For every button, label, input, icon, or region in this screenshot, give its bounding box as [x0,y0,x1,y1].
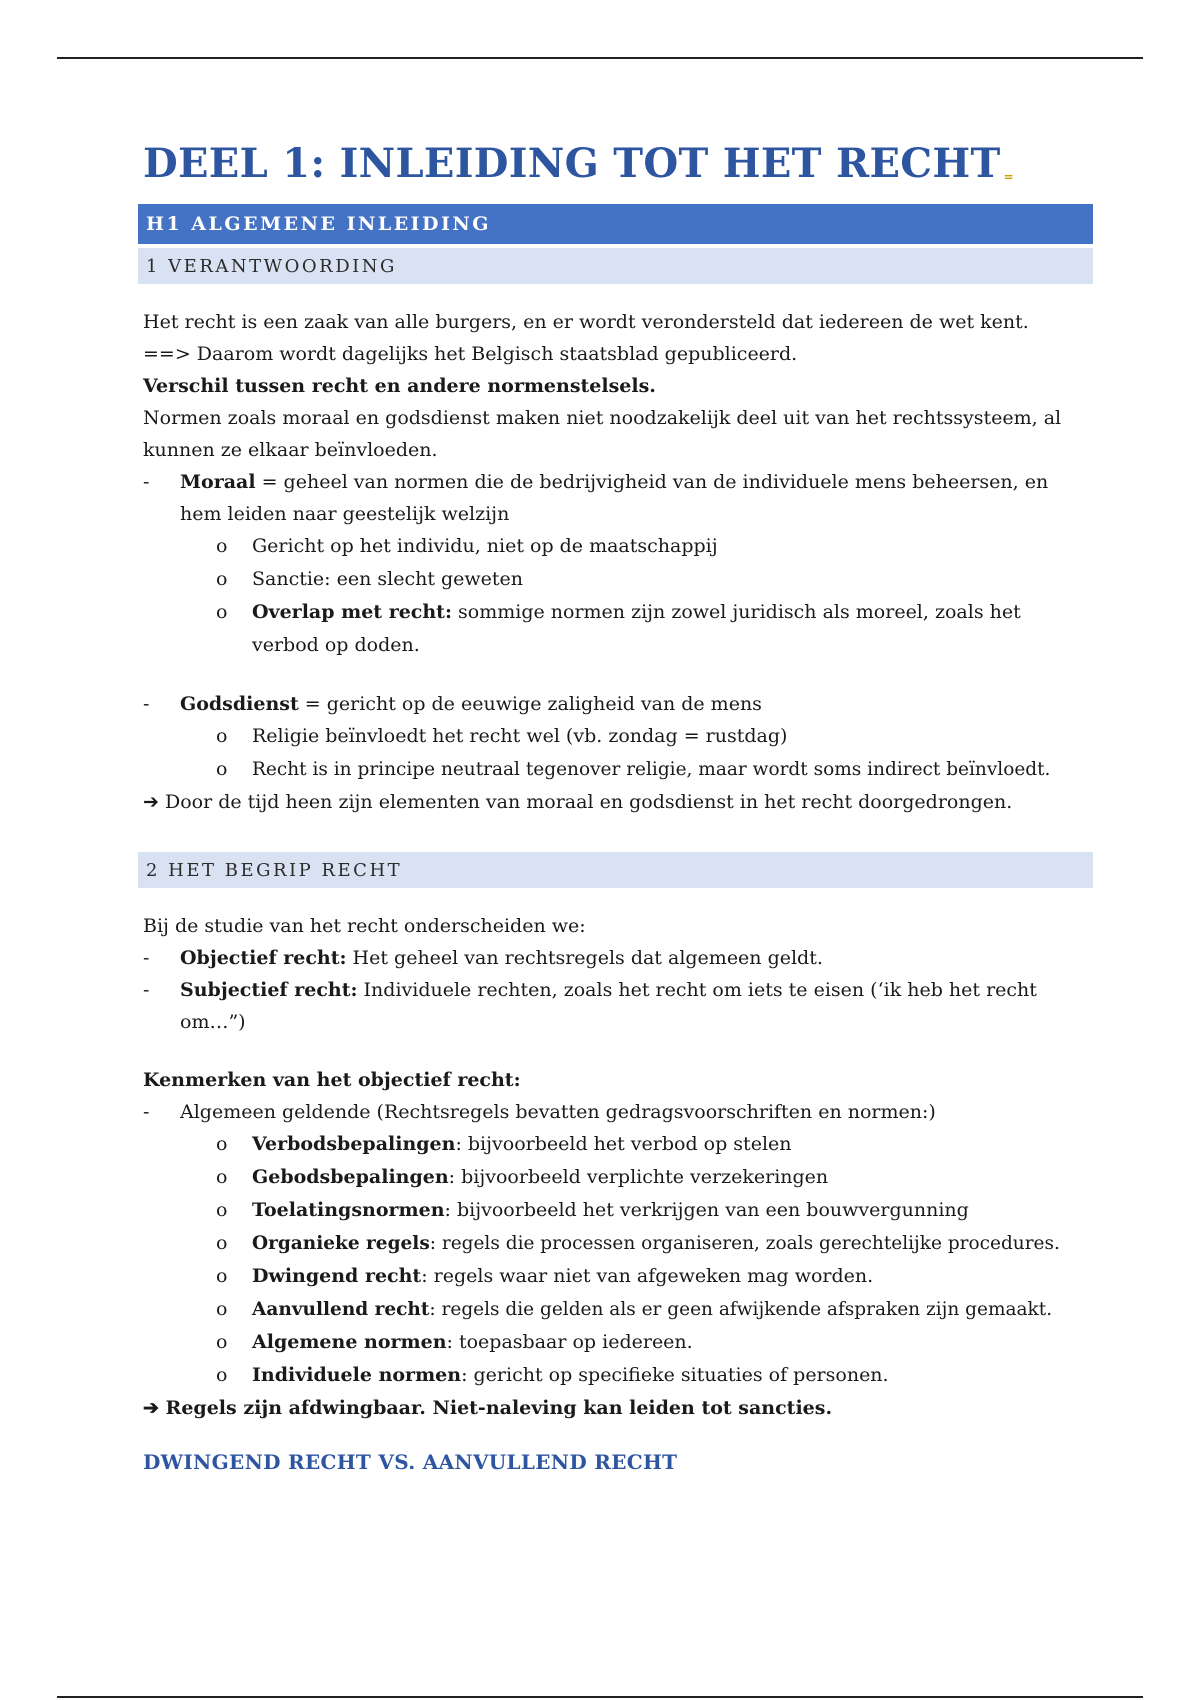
term: Organieke regels [252,1233,430,1254]
sub-list-item: o Dwingend recht: regels waar niet van afgeweken mag worden. [143,1260,1093,1293]
bold-paragraph: Kenmerken van het objectief recht: [143,1069,521,1091]
circle-bullet: o [216,725,228,747]
circle-bullet: o [216,1265,228,1287]
dash-bullet: - [143,979,150,1001]
paragraph: Het recht is een zaak van alle burgers, en er wordt verondersteld dat iedereen de wet kent. [143,311,1029,333]
paragraph: Bij de studie van het recht onderscheiden we: [143,915,586,937]
paragraph: ==> Daarom wordt dagelijks het Belgisch staatsblad gepubliceerd. [143,343,798,365]
circle-bullet: o [216,1298,228,1320]
term: Individuele normen [252,1364,462,1386]
circle-bullet: o [216,1364,228,1386]
term: Dwingend recht [252,1265,422,1287]
heading-1-bar: H1 ALGEMENE INLEIDING [138,204,1093,244]
circle-bullet: o [216,601,228,623]
sub-list-item: o Gebodsbepalingen: bijvoorbeeld verplichte verzekeringen [143,1161,1093,1194]
sub-list-item: o Toelatingsnormen: bijvoorbeeld het verkrijgen van een bouwvergunning [143,1194,1093,1227]
anchor-mark: = [1003,170,1014,184]
list-item-objectief: - Objectief recht: Het geheel van rechtsregels dat algemeen geldt. [143,942,1093,974]
sub-list-item: o Overlap met recht: sommige normen zijn zowel juridisch als moreel, zoals het verbod op doden. [143,596,1093,662]
section-heading-verantwoording: 1 VERANTWOORDING [138,248,1093,284]
circle-bullet: o [216,1331,228,1353]
conclusion-line: ➔ Regels zijn afdwingbaar. Niet-naleving kan leiden tot sancties. [143,1397,833,1419]
document-body [143,140,1093,1474]
circle-bullet: o [216,1232,228,1254]
sub-list-item: o Algemene normen: toepasbaar op iedereen. [143,1326,1093,1359]
circle-bullet: o [216,1199,228,1221]
arrow-icon: ➔ [143,791,159,813]
sub-list-item: o Gericht op het individu, niet op de maatschappij [143,530,1093,563]
bold-paragraph: Verschil tussen recht en andere normenstelsels. [143,375,656,397]
term: Aanvullend recht [252,1299,430,1320]
subheading-dwingend-aanvullend: DWINGEND RECHT VS. AANVULLEND RECHT [143,1450,678,1474]
bottom-rule [57,1696,1143,1698]
list-item-moraal: - Moraal = geheel van normen die de bedrijvigheid van de individuele mens beheersen, en hem leiden naar geestelijk welzijn [143,466,1093,530]
dash-bullet: - [143,471,150,493]
term: Godsdienst [180,693,299,715]
term: Algemene normen [252,1331,447,1353]
paragraph: Normen zoals moraal en godsdienst maken niet noodzakelijk deel uit van het rechtssysteem, al kunnen ze elkaar beïnvloeden. [143,407,1062,461]
arrow-icon: ➔ [143,1397,159,1419]
list-item-algemeen: - Algemeen geldende (Rechtsregels bevatten gedragsvoorschriften en normen:) [143,1096,1093,1128]
document-title: DEEL 1: INLEIDING TOT HET RECHT = [143,140,1014,187]
dash-bullet: - [143,947,150,969]
sub-list-item: o Religie beïnvloedt het recht wel (vb. zondag = rustdag) [143,720,1093,753]
term: Moraal [180,471,256,493]
sub-list-item: o Organieke regels: regels die processen organiseren, zoals gerechtelijke procedures. [143,1227,1093,1260]
dash-bullet: - [143,693,150,715]
top-rule [57,57,1143,59]
sub-list-item: o Sanctie: een slecht geweten [143,563,1093,596]
conclusion-line: ➔ Door de tijd heen zijn elementen van moraal en godsdienst in het recht doorgedrongen. [143,791,1013,813]
sub-list-item: o Verbodsbepalingen: bijvoorbeeld het verbod op stelen [143,1128,1093,1161]
sub-list-item: o Recht is in principe neutraal tegenover religie, maar wordt soms indirect beïnvloedt. [143,753,1093,786]
kenmerk-list [143,1128,1093,1392]
term: Objectief recht: [180,947,347,969]
sub-list-item: o Aanvullend recht: regels die gelden als er geen afwijkende afspraken zijn gemaakt. [143,1293,1093,1326]
sub-list-item: o Individuele normen: gericht op specifieke situaties of personen. [143,1359,1093,1392]
circle-bullet: o [216,535,228,557]
term: Subjectief recht: [180,979,358,1001]
circle-bullet: o [216,758,228,780]
term: Overlap met recht: [252,601,452,623]
term: Toelatingsnormen [252,1199,445,1221]
list-item-subjectief: - Subjectief recht: Individuele rechten, zoals het recht om iets te eisen (‘ik heb het recht om…”) [143,974,1093,1038]
circle-bullet: o [216,1133,228,1155]
section-heading-begrip-recht: 2 HET BEGRIP RECHT [138,852,1093,888]
term: Verbodsbepalingen [252,1133,456,1155]
circle-bullet: o [216,1166,228,1188]
list-item-godsdienst: - Godsdienst = gericht op de eeuwige zaligheid van de mens [143,688,1093,720]
term: Gebodsbepalingen [252,1166,449,1188]
circle-bullet: o [216,568,228,590]
dash-bullet: - [143,1101,150,1123]
